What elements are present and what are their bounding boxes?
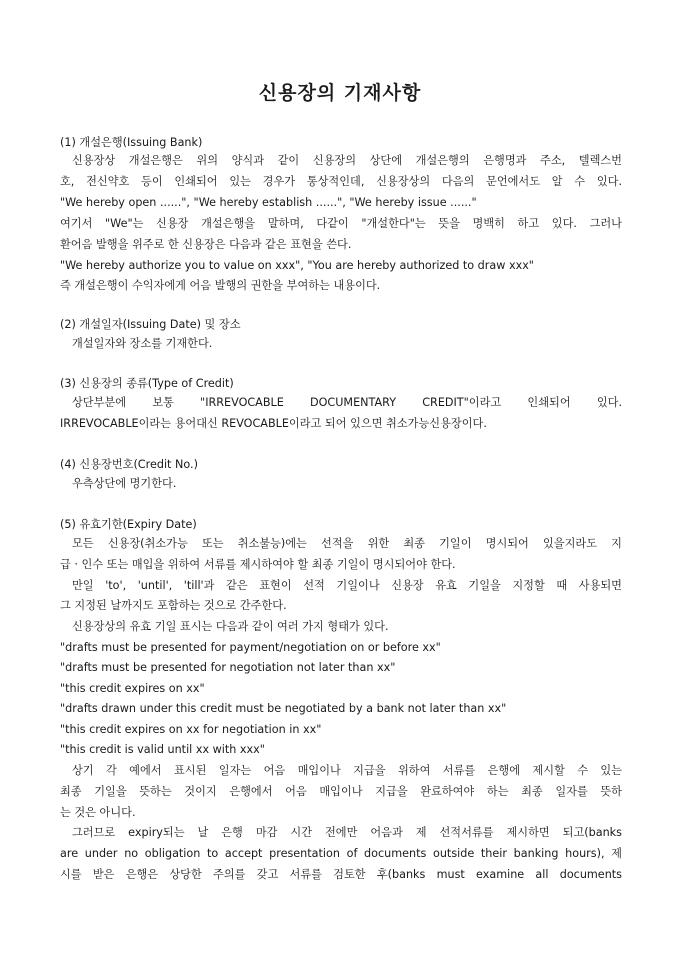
section-5-line-7: 최종 기일을 뜻하는 것이지 은행에서 어음 매입이나 지급을 완료하여야 하는 최종 일자를 뜻하 xyxy=(60,785,622,798)
section-5-line-4: 그 지정된 날까지도 포함하는 것으로 간주한다. xyxy=(60,599,287,612)
section-5-line-8: 는 것은 아니다. xyxy=(60,806,136,819)
quote-2: "drafts must be presented for negotiation not later than xx" xyxy=(60,661,396,674)
quote-3: "this credit expires on xx" xyxy=(60,682,205,695)
section-2-line-1: 개설일자와 장소를 기재한다. xyxy=(72,337,213,350)
section-5-line-5: 신용장상의 유효 기일 표시는 다음과 같이 여러 가지 형태가 있다. xyxy=(72,620,389,633)
section-1-line-3: "We hereby open ......", "We hereby establish ......", "We hereby issue ......" xyxy=(60,196,477,209)
section-5-line-10: are under no obligation to accept presentation of documents outside their banking hours), 제 xyxy=(60,847,622,860)
section-3-line-2: IRREVOCABLE이라는 용어대신 REVOCABLE이라고 되어 있으면 취소가능신용장이다. xyxy=(60,417,487,430)
section-1-line-2: 호, 전신약호 등이 인쇄되어 있는 경우가 통상적인데, 신용장상의 다음의 문언에서도 알 수 있다. xyxy=(60,175,622,188)
section-5-line-6: 상기 각 예에서 표시된 일자는 어음 매입이나 지급을 위하여 서류를 은행에 제시할 수 있는 xyxy=(72,764,622,777)
section-5-line-3: 만일 'to', 'until', 'till'과 같은 표현이 선적 기일이나 신용장 유효 기일을 지정할 때 사용되면 xyxy=(72,579,622,592)
section-5-line-1: 모든 신용장(취소가능 또는 취소불능)에는 선적을 위한 최종 기일이 명시되어 있을지라도 지 xyxy=(72,537,622,550)
section-5-heading: (5) 유효기한(Expiry Date) xyxy=(60,518,197,531)
section-3-heading: (3) 신용장의 종류(Type of Credit) xyxy=(60,377,234,390)
quote-6: "this credit is valid until xx with xxx" xyxy=(60,743,265,756)
section-5-line-9: 그러므로 expiry되는 날 은행 마감 시간 전에만 어음과 제 선적서류를 제시하면 되고(banks xyxy=(72,826,622,839)
section-1-line-1: 신용장상 개설은행은 위의 양식과 같이 신용장의 상단에 개설은행의 은행명과 주소, 텔렉스번 xyxy=(72,154,622,167)
section-3-line-1: 상단부분에 보통 "IRREVOCABLE DOCUMENTARY CREDIT"이라고 인쇄되어 있다. xyxy=(72,396,622,409)
section-5-line-2: 급 · 인수 또는 매입을 위하여 서류를 제시하여야 할 최종 기일이 명시되어야 한다. xyxy=(60,558,456,571)
section-5-line-11: 시를 받은 은행은 상당한 주의를 갖고 서류를 검토한 후(banks must examine all documents xyxy=(60,868,622,881)
quote-4: "drafts drawn under this credit must be negotiated by a bank not later than xx" xyxy=(60,702,507,715)
section-1-line-5: 환어음 발행을 위주로 한 신용장은 다음과 같은 표현을 쓴다. xyxy=(60,238,352,251)
quote-5: "this credit expires on xx for negotiation in xx" xyxy=(60,723,322,736)
section-2-heading: (2) 개설일자(Issuing Date) 및 장소 xyxy=(60,318,241,331)
section-1-line-6: "We hereby authorize you to value on xxx", "You are hereby authorized to draw xxx" xyxy=(60,259,534,272)
quote-1: "drafts must be presented for payment/negotiation on or before xx" xyxy=(60,641,441,654)
section-4-heading: (4) 신용장번호(Credit No.) xyxy=(60,458,198,471)
page-title: 신용장의 기재사항 xyxy=(258,82,422,104)
section-1-heading: (1) 개설은행(Issuing Bank) xyxy=(60,136,203,149)
section-1-line-4: 여기서 "We"는 신용장 개설은행을 말하며, 다같이 "개설한다"는 뜻을 명백히 하고 있다. 그러나 xyxy=(60,217,622,230)
section-1-line-7: 즉 개설은행이 수익자에게 어음 발행의 권한을 부여하는 내용이다. xyxy=(60,279,381,292)
section-4-line-1: 우측상단에 명기한다. xyxy=(72,477,177,490)
